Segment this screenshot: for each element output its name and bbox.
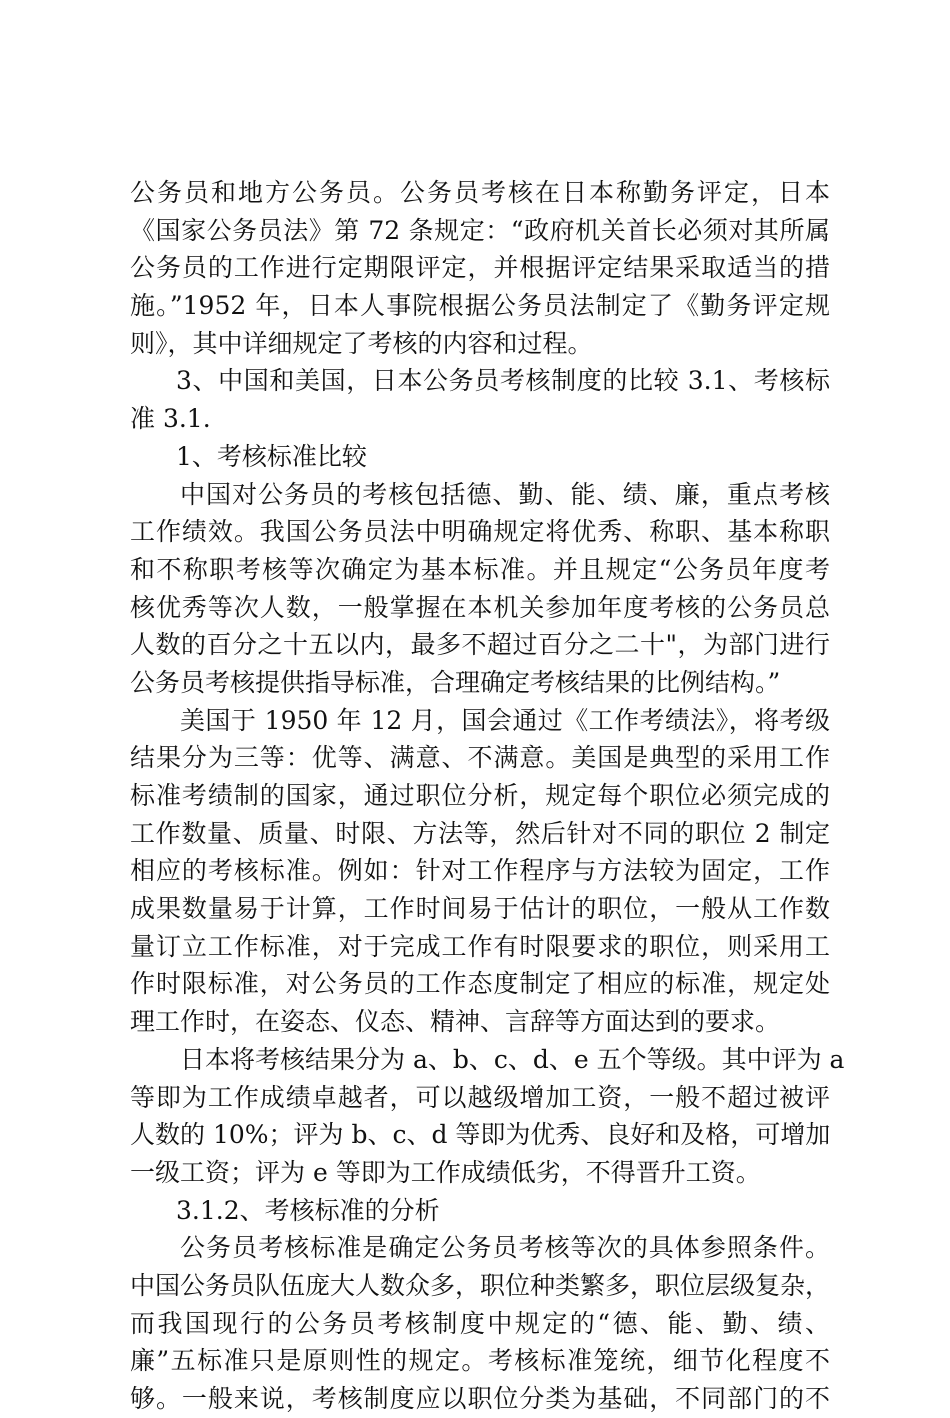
text-line: 工作数量、质量、时限、方法等，然后针对不同的职位 2 制定	[130, 818, 830, 848]
text-line: 美国于 1950 年 12 月，国会通过《工作考绩法》，将考级	[180, 705, 830, 735]
text-line: 施。”1952 年，日本人事院根据公务员法制定了《勤务评定规	[130, 291, 830, 321]
text-line: 则》，其中详细规定了考核的内容和过程。	[130, 328, 593, 358]
text-line: 公务员考核提供指导标准，合理确定考核结果的比例结构。”	[130, 667, 781, 697]
text-line: 和不称职考核等次确定为基本标准。并且规定“公务员年度考	[130, 554, 830, 584]
text-line: 人数的百分之十五以内，最多不超过百分之二十"，为部门进行	[130, 630, 830, 660]
text-line: 成果数量易于计算，工作时间易于估计的职位，一般从工作数	[130, 894, 830, 924]
text-line: 工作绩效。我国公务员法中明确规定将优秀、称职、基本称职	[130, 517, 830, 547]
text-line: 相应的考核标准。例如：针对工作程序与方法较为固定，工作	[130, 856, 830, 886]
text-line: 标准考绩制的国家，通过职位分析，规定每个职位必须完成的	[130, 781, 830, 810]
text-line: 理工作时，在姿态、仪态、精神、言辞等方面达到的要求。	[130, 1007, 781, 1037]
subsection-heading: 3.1.2、考核标准的分析	[176, 1195, 440, 1225]
text-line: 核优秀等次人数，一般掌握在本机关参加年度考核的公务员总	[130, 592, 830, 622]
document-body	[130, 174, 845, 1418]
subsection-heading: 1、考核标准比较	[176, 441, 367, 471]
text-line: 日本将考核结果分为 a、b、c、d、e 五个等级。其中评为 a	[180, 1044, 845, 1074]
text-line: 等即为工作成绩卓越者，可以越级增加工资，一般不超过被评	[130, 1082, 830, 1112]
text-line: 结果分为三等：优等、满意、不满意。美国是典型的采用工作	[130, 743, 830, 773]
text-line: 公务员考核标准是确定公务员考核等次的具体参照条件。	[180, 1233, 830, 1263]
section-heading-line: 3、中国和美国，日本公务员考核制度的比较 3.1、考核标	[176, 366, 830, 396]
text-line: 一级工资；评为 e 等即为工作成绩低劣，不得晋升工资。	[130, 1157, 761, 1187]
text-line: 中国对公务员的考核包括德、勤、能、绩、廉，重点考核	[180, 479, 830, 509]
text-line: 公务员的工作进行定期限评定，并根据评定结果采取适当的措	[130, 253, 830, 283]
text-line: 而我国现行的公务员考核制度中规定的“德、能、勤、绩、	[130, 1308, 830, 1338]
text-line: 《国家公务员法》第 72 条规定：“政府机关首长必须对其所属	[130, 215, 830, 245]
text-line: 作时限标准，对公务员的工作态度制定了相应的标准，规定处	[130, 969, 830, 999]
text-line: 中国公务员队伍庞大人数众多，职位种类繁多，职位层级复杂，	[130, 1270, 831, 1300]
text-line: 公务员和地方公务员。公务员考核在日本称勤务评定，日本	[130, 178, 830, 207]
text-line: 人数的 10%；评为 b、c、d 等即为优秀、良好和及格，可增加	[130, 1120, 831, 1150]
text-line: 够。一般来说，考核制度应以职位分类为基础，不同部门的不	[130, 1384, 830, 1413]
section-heading-line: 准 3.1.	[130, 404, 211, 434]
text-line: 量订立工作标准，对于完成工作有时限要求的职位，则采用工	[130, 931, 830, 961]
text-line: 廉”五标准只是原则性的规定。考核标准笼统，细节化程度不	[130, 1346, 830, 1376]
